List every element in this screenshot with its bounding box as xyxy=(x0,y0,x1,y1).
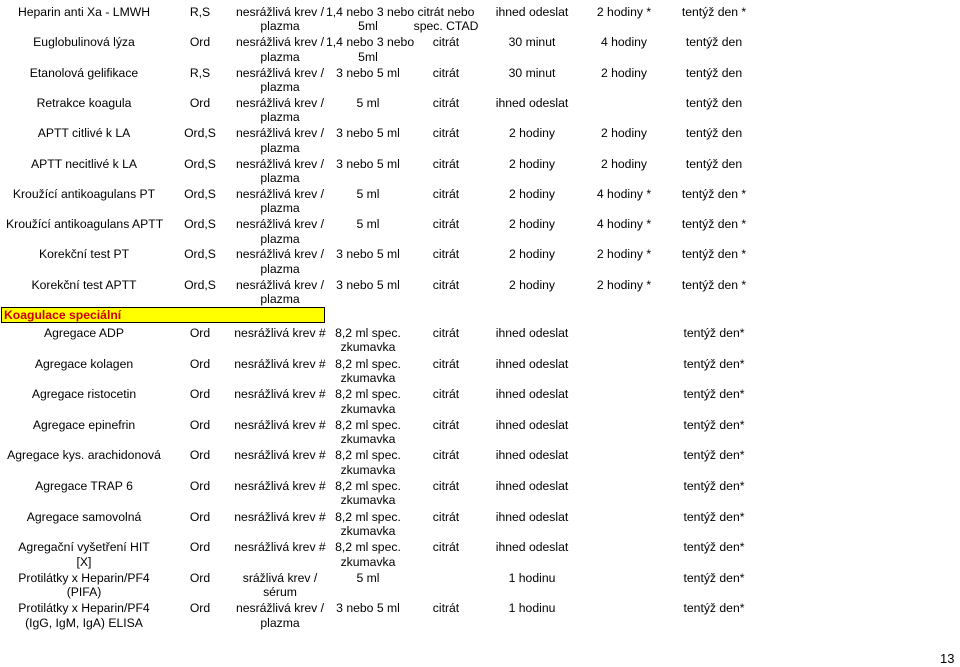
test-code: Ord xyxy=(189,356,211,371)
sample-volume xyxy=(326,387,410,416)
sample-material-line: plazma xyxy=(260,292,300,307)
tube-type xyxy=(410,247,482,261)
test-code: Ord xyxy=(189,601,211,616)
processing-time: 4 hodiny xyxy=(600,35,648,50)
result-time: tentýž den xyxy=(685,156,743,171)
sample-material xyxy=(234,66,326,95)
sample-volume-line: 8,2 ml spec. xyxy=(335,326,401,340)
sample-volume-line: 8,2 ml spec. xyxy=(335,540,401,555)
delivery-time: 2 hodiny xyxy=(508,156,556,171)
sample-volume xyxy=(326,448,410,477)
tube-type xyxy=(410,5,482,34)
test-name-line: Agregace samovolná xyxy=(26,509,142,524)
page-number: 13 xyxy=(940,651,955,666)
tube-type xyxy=(410,448,482,462)
sample-volume xyxy=(326,5,415,34)
sample-volume-line: zkumavka xyxy=(340,462,396,477)
result-time: tentýž den* xyxy=(683,417,745,432)
processing-time: 4 hodiny * xyxy=(596,186,652,201)
test-code: Ord xyxy=(189,387,211,402)
sample-material-line: nesrážlivá krev # xyxy=(234,326,326,340)
sample-volume-line: 8,2 ml spec. xyxy=(335,417,401,432)
test-code: R,S xyxy=(189,65,211,80)
tube-type-line: citrát xyxy=(432,126,460,141)
sample-material-line: nesrážlivá krev # xyxy=(234,356,326,371)
sample-volume-line: 8,2 ml spec. xyxy=(335,509,401,524)
test-name: APTT citlivé k LA xyxy=(37,126,131,141)
sample-volume xyxy=(326,157,410,171)
result-time: tentýž den* xyxy=(683,356,745,371)
sample-material-line: nesrážlivá krev / xyxy=(235,186,325,201)
sample-volume-line: 5 ml xyxy=(356,95,380,110)
tube-type xyxy=(410,357,482,371)
sample-material xyxy=(234,571,326,600)
delivery-time: ihned odeslat xyxy=(495,509,569,524)
test-name-line: Protilátky x Heparin/PF4 xyxy=(18,570,150,585)
sample-material-line: nesrážlivá krev / xyxy=(235,247,325,262)
delivery-time: ihned odeslat xyxy=(495,326,569,340)
sample-material xyxy=(234,35,326,64)
processing-time: 2 hodiny xyxy=(600,65,648,80)
sample-material-line: plazma xyxy=(260,19,300,34)
sample-volume-line: 8,2 ml spec. xyxy=(335,479,401,493)
sample-material-line: nesrážlivá krev / xyxy=(235,35,325,50)
test-name xyxy=(6,418,162,432)
test-code: Ord,S xyxy=(184,217,216,232)
test-name-line: (IgG, IgM, IgA) ELISA xyxy=(25,615,143,630)
sample-material-line: plazma xyxy=(260,615,300,630)
test-name-line: Agregace ADP xyxy=(44,326,124,340)
processing-time: 4 hodiny * xyxy=(596,217,652,232)
processing-time: 2 hodiny xyxy=(600,156,648,171)
tube-type-line: citrát xyxy=(432,387,460,402)
result-time: tentýž den* xyxy=(683,326,745,340)
test-name-line: Agregace TRAP 6 xyxy=(35,479,133,493)
sample-volume xyxy=(326,479,410,508)
tube-type xyxy=(410,418,482,432)
test-code: Ord xyxy=(189,35,211,50)
result-time: tentýž den* xyxy=(683,448,745,463)
sample-material xyxy=(234,387,326,401)
sample-material-line: plazma xyxy=(260,80,300,94)
tube-type-line: citrát xyxy=(432,601,460,616)
test-code: Ord xyxy=(189,570,211,585)
sample-volume-line: 5 ml xyxy=(356,186,380,201)
sample-material-line: nesrážlivá krev / xyxy=(235,95,325,110)
test-name: Retrakce koagula xyxy=(36,95,132,110)
sample-volume-line: 3 nebo 5 ml xyxy=(336,277,400,292)
test-name xyxy=(6,479,162,493)
tube-type xyxy=(410,510,482,524)
tube-type-line: citrát xyxy=(432,417,460,432)
tube-type-line: spec. CTAD xyxy=(413,19,479,34)
delivery-time: 2 hodiny xyxy=(508,126,556,141)
delivery-time: ihned odeslat xyxy=(495,417,569,432)
sample-material-line: nesrážlivá krev / xyxy=(235,156,325,171)
tube-type-line: citrát xyxy=(432,95,460,110)
sample-volume-line: 1,4 nebo 3 nebo xyxy=(326,5,415,19)
tube-type-line: citrát xyxy=(432,35,460,50)
delivery-time: 30 minut xyxy=(508,65,556,80)
sample-material xyxy=(234,247,326,276)
test-code: Ord,S xyxy=(184,247,216,262)
sample-volume-line: 8,2 ml spec. xyxy=(335,448,401,463)
sample-volume xyxy=(326,217,410,231)
sample-volume-line: 5ml xyxy=(358,49,378,64)
delivery-time: ihned odeslat xyxy=(495,5,569,19)
tube-type-line: citrát xyxy=(432,247,460,262)
sample-volume-line: 3 nebo 5 ml xyxy=(336,247,400,262)
sample-material-line: plazma xyxy=(260,201,300,216)
result-time: tentýž den xyxy=(685,35,743,50)
delivery-time: 30 minut xyxy=(508,35,556,50)
tube-type xyxy=(410,66,482,80)
sample-material-line: nesrážlivá krev / xyxy=(235,5,325,19)
test-name xyxy=(6,571,162,600)
test-name-line: Agregace kolagen xyxy=(34,356,134,371)
sample-volume-line: 3 nebo 5 ml xyxy=(336,601,400,616)
result-time: tentýž den * xyxy=(681,217,747,232)
sample-material xyxy=(234,217,326,246)
test-name-line: Agregace epinefrin xyxy=(32,417,136,432)
test-code: Ord xyxy=(189,509,211,524)
sample-volume xyxy=(326,540,410,569)
processing-time: 2 hodiny xyxy=(600,126,648,141)
test-code: Ord xyxy=(189,448,211,463)
sample-volume-line: zkumavka xyxy=(340,340,396,355)
tube-type xyxy=(410,326,482,340)
tube-type xyxy=(410,479,482,493)
sample-material-line: sérum xyxy=(263,585,297,600)
sample-volume xyxy=(326,35,415,64)
test-name: Kroužící antikoagulans PT xyxy=(12,186,156,201)
sample-material xyxy=(234,601,326,630)
sample-material xyxy=(234,326,326,340)
sample-volume xyxy=(326,326,410,355)
sample-volume-line: 3 nebo 5 ml xyxy=(336,126,400,141)
test-name xyxy=(6,387,162,401)
test-code: Ord,S xyxy=(184,126,216,141)
sample-material-line: plazma xyxy=(260,231,300,246)
sample-material-line: nesrážlivá krev # xyxy=(234,417,326,432)
delivery-time: 2 hodiny xyxy=(508,186,556,201)
tube-type-line: citrát xyxy=(432,156,460,171)
sample-volume xyxy=(326,187,410,201)
section-title: Koagulace speciální xyxy=(4,308,122,322)
sample-material-line: srážlivá krev / xyxy=(242,570,318,585)
sample-volume-line: 3 nebo 5 ml xyxy=(336,156,400,171)
test-name-line: Agregační vyšetření HIT xyxy=(18,540,150,555)
sample-volume-line: 5ml xyxy=(358,19,378,34)
test-name: Korekční test APTT xyxy=(31,277,137,292)
sample-material-line: plazma xyxy=(260,140,300,155)
processing-time: 2 hodiny * xyxy=(596,247,652,262)
sample-material-line: nesrážlivá krev # xyxy=(234,479,326,493)
sample-volume xyxy=(326,357,410,386)
sample-volume-line: zkumavka xyxy=(340,371,396,385)
tube-type xyxy=(410,278,482,292)
result-time: tentýž den* xyxy=(683,540,745,555)
delivery-time: ihned odeslat xyxy=(495,387,569,402)
tube-type-line: citrát nebo xyxy=(417,5,475,19)
test-name xyxy=(6,601,162,630)
sample-volume-line: 8,2 ml spec. xyxy=(335,387,401,402)
delivery-time: ihned odeslat xyxy=(495,448,569,463)
sample-material-line: nesrážlivá krev # xyxy=(234,448,326,463)
sample-material xyxy=(234,357,326,371)
test-name: Heparin anti Xa - LMWH xyxy=(17,5,151,19)
tube-type xyxy=(410,387,482,401)
sample-volume-line: 5 ml xyxy=(356,570,380,585)
sample-volume xyxy=(326,278,410,292)
tube-type-line: citrát xyxy=(432,326,460,340)
sample-material xyxy=(234,278,326,307)
result-time: tentýž den* xyxy=(683,387,745,402)
tube-type-line: citrát xyxy=(432,540,460,555)
delivery-time: 1 hodinu xyxy=(508,570,556,585)
test-name: Etanolová gelifikace xyxy=(29,65,139,80)
test-code: Ord,S xyxy=(184,156,216,171)
delivery-time: 2 hodiny xyxy=(508,217,556,232)
delivery-time: ihned odeslat xyxy=(495,479,569,493)
sample-material xyxy=(234,479,326,493)
result-time: tentýž den* xyxy=(683,601,745,616)
result-time: tentýž den xyxy=(685,126,743,141)
test-name-line: [X] xyxy=(76,554,92,569)
sample-volume xyxy=(326,126,410,140)
sample-material-line: plazma xyxy=(260,49,300,64)
sample-material-line: nesrážlivá krev / xyxy=(235,65,325,80)
test-name xyxy=(6,540,162,569)
sample-material xyxy=(234,448,326,462)
tube-type-line: citrát xyxy=(432,356,460,371)
sample-material-line: nesrážlivá krev / xyxy=(235,601,325,616)
tube-type xyxy=(410,187,482,201)
sample-material-line: plazma xyxy=(260,261,300,276)
sample-material-line: nesrážlivá krev / xyxy=(235,126,325,141)
section-banner xyxy=(1,307,325,323)
sample-material-line: nesrážlivá krev / xyxy=(235,217,325,232)
sample-volume-line: zkumavka xyxy=(340,401,396,416)
test-code: Ord xyxy=(189,417,211,432)
sample-material-line: nesrážlivá krev / xyxy=(235,277,325,292)
test-name: APTT necitlivé k LA xyxy=(30,156,138,171)
tube-type-line: citrát xyxy=(432,186,460,201)
tube-type-line: citrát xyxy=(432,217,460,232)
test-name xyxy=(6,510,162,524)
result-time: tentýž den* xyxy=(683,509,745,524)
sample-material xyxy=(234,96,326,125)
sample-volume xyxy=(326,66,410,80)
sample-volume xyxy=(326,510,410,539)
sample-volume xyxy=(326,601,410,615)
tube-type-line: citrát xyxy=(432,479,460,493)
test-name xyxy=(6,326,162,340)
test-name: Kroužící antikoagulans APTT xyxy=(6,217,164,232)
delivery-time: ihned odeslat xyxy=(495,356,569,371)
test-name xyxy=(6,448,162,462)
sample-volume xyxy=(326,96,410,110)
sample-volume-line: zkumavka xyxy=(340,493,396,508)
result-time: tentýž den xyxy=(685,65,743,80)
tube-type xyxy=(410,601,482,615)
result-time: tentýž den* xyxy=(683,570,745,585)
sample-volume-line: zkumavka xyxy=(340,524,396,538)
test-name: Korekční test PT xyxy=(38,247,130,262)
test-name-line: Agregace kys. arachidonová xyxy=(7,448,161,463)
test-name: Euglobulinová lýza xyxy=(33,35,135,50)
test-code: Ord xyxy=(189,326,211,340)
sample-material-line: plazma xyxy=(260,170,300,185)
sample-volume-line: 3 nebo 5 ml xyxy=(336,65,400,80)
sample-material-line: nesrážlivá krev # xyxy=(234,509,326,524)
delivery-time: 2 hodiny xyxy=(508,277,556,292)
sample-material-line: nesrážlivá krev # xyxy=(234,540,326,555)
result-time: tentýž den * xyxy=(681,5,747,19)
sample-volume-line: zkumavka xyxy=(340,554,396,569)
result-time: tentýž den xyxy=(685,95,743,110)
processing-time: 2 hodiny * xyxy=(596,5,652,19)
result-time: tentýž den* xyxy=(683,479,745,493)
sample-volume-line: zkumavka xyxy=(340,432,396,447)
test-code: Ord,S xyxy=(184,277,216,292)
sample-material xyxy=(234,5,326,34)
test-code: Ord xyxy=(189,479,211,493)
tube-type xyxy=(410,126,482,140)
sample-volume xyxy=(326,418,410,447)
test-code: Ord xyxy=(189,95,211,110)
sample-material-line: plazma xyxy=(260,110,300,125)
sample-material xyxy=(234,418,326,432)
test-code: Ord,S xyxy=(184,186,216,201)
sample-material xyxy=(234,187,326,216)
sample-material xyxy=(234,510,326,524)
tube-type-line: citrát xyxy=(432,65,460,80)
tube-type xyxy=(410,35,482,49)
sample-material xyxy=(234,540,326,554)
sample-volume-line: 5 ml xyxy=(356,217,380,232)
sample-volume xyxy=(326,247,410,261)
sample-volume-line: 1,4 nebo 3 nebo xyxy=(326,35,415,50)
result-time: tentýž den * xyxy=(681,277,747,292)
tube-type xyxy=(410,157,482,171)
sample-material xyxy=(234,126,326,155)
test-code: Ord xyxy=(189,540,211,555)
sample-material-line: nesrážlivá krev # xyxy=(234,387,326,402)
tube-type xyxy=(410,217,482,231)
sample-volume-line: 8,2 ml spec. xyxy=(335,356,401,371)
sample-volume xyxy=(326,571,410,585)
delivery-time: ihned odeslat xyxy=(495,540,569,555)
result-time: tentýž den * xyxy=(681,247,747,262)
sample-material xyxy=(234,157,326,186)
test-name-line: Agregace ristocetin xyxy=(31,387,137,402)
test-name xyxy=(6,357,162,371)
processing-time: 2 hodiny * xyxy=(596,277,652,292)
tube-type-line: citrát xyxy=(432,509,460,524)
delivery-time: ihned odeslat xyxy=(495,95,569,110)
test-name-line: Protilátky x Heparin/PF4 xyxy=(18,601,150,616)
tube-type-line: citrát xyxy=(432,448,460,463)
delivery-time: 2 hodiny xyxy=(508,247,556,262)
result-time: tentýž den * xyxy=(681,186,747,201)
tube-type-line: citrát xyxy=(432,277,460,292)
test-name-line: (PIFA) xyxy=(66,585,102,600)
tube-type xyxy=(410,96,482,110)
tube-type xyxy=(410,540,482,554)
test-code: R,S xyxy=(189,5,211,19)
delivery-time: 1 hodinu xyxy=(508,601,556,616)
